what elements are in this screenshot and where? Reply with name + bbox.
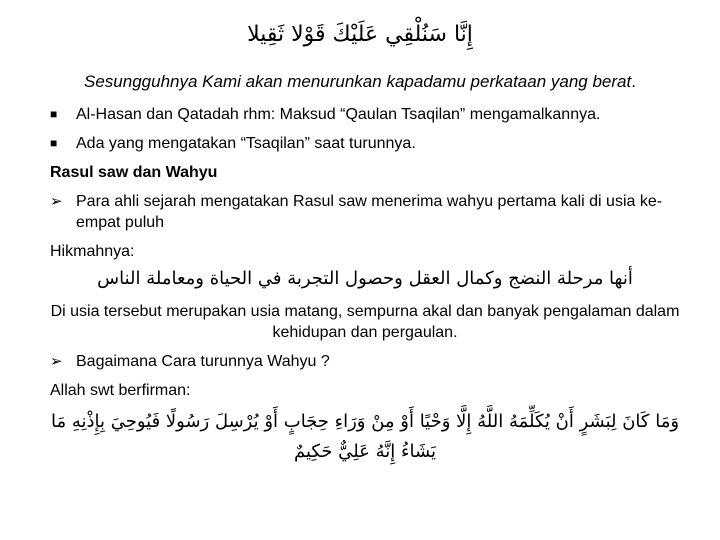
square-bullet-icon: ■ [50, 107, 58, 121]
arabic-hikmah: أنها مرحلة النضج وكمال العقل وحصول التجربة في الحياة ومعاملة الناس [97, 268, 633, 289]
arrow-item-text: Bagaimana Cara turunnya Wahyu ? [76, 353, 330, 370]
bullet-item [50, 133, 680, 154]
section-heading: Rasul saw dan Wahyu [50, 164, 218, 181]
bullet-text: Al-Hasan dan Qatadah rhm: Maksud “Qaulan Tsaqilan” mengamalkannya. [76, 106, 601, 123]
bullet-text: Ada yang mengatakan “Tsaqilan” saat turunnya. [76, 135, 416, 152]
arrow-item [50, 191, 680, 233]
arrow-item [50, 351, 680, 372]
arabic-verse: وَمَا كَانَ لِبَشَرٍ أَنْ يُكَلِّمَهُ اللَّهُ إِلَّا وَحْيًا أَوْ مِنْ وَرَاءِ حِجَابٍ أَوْ يُرْسِلَ رَسُولًا فَيُوحِيَ بِإِذْنِهِ مَا يَشَاءُ إِنَّهُ عَلِيٌّ حَكِيمٌ [50, 411, 680, 462]
translation-period: . [631, 72, 636, 91]
slide-content [50, 104, 680, 467]
hikmah-label: Hikmahnya: [50, 243, 135, 260]
arrow-item-text: Para ahli sejarah mengatakan Rasul saw menerima wahyu pertama kali di usia ke-empat puluh [76, 193, 663, 231]
arrow-bullet-icon: ➢ [50, 353, 63, 370]
verse-translation [0, 72, 720, 92]
translation-text: Sesungguhnya Kami akan menurunkan kapadamu perkataan yang berat [84, 72, 632, 91]
allah-label: Allah swt berfirman: [50, 382, 191, 399]
bullet-item [50, 104, 680, 125]
hikmah-explanation: Di usia tersebut merupakan usia matang, sempurna akal dan banyak pengalaman dalam kehidupan dan pergaulan. [50, 303, 680, 341]
arrow-bullet-icon: ➢ [50, 193, 63, 210]
square-bullet-icon: ■ [50, 136, 58, 150]
arabic-verse-title: إِنَّا سَنُلْقِي عَلَيْكَ قَوْلا ثَقِيلا [247, 22, 473, 47]
